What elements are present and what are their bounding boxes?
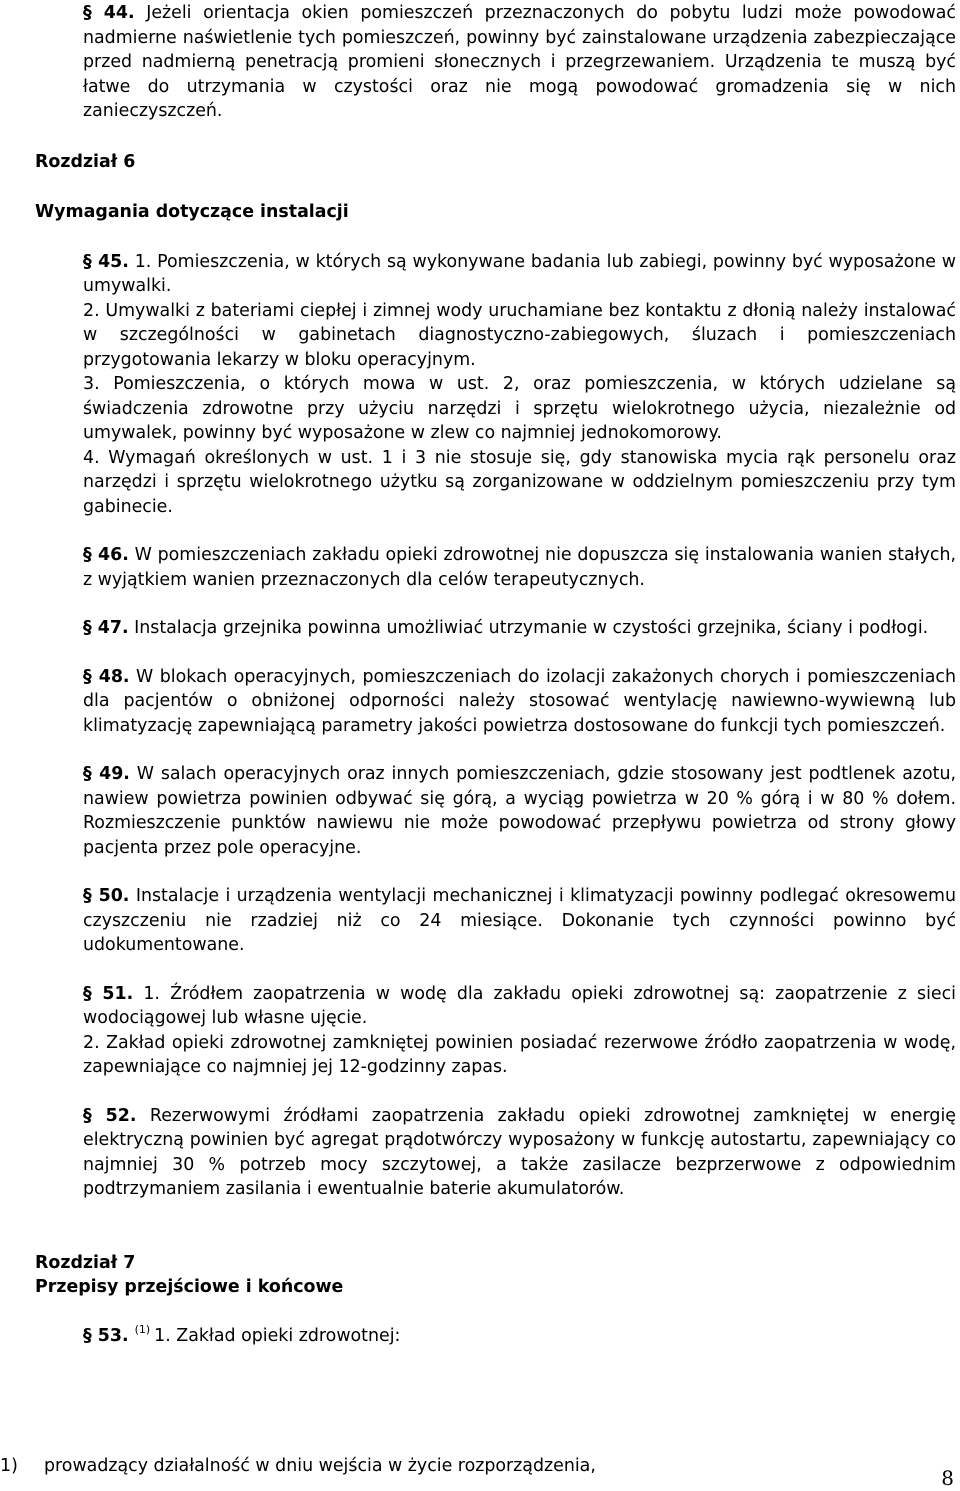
chapter-6-title: Wymagania dotyczące instalacji <box>35 202 349 222</box>
section-number: § 50. <box>83 886 130 906</box>
list-item-number: 1) <box>0 1456 18 1476</box>
section-number: § 52. <box>83 1105 137 1126</box>
paragraph-49: § 49. W salach operacyjnych oraz innych pomieszczeniach, gdzie stosowany jest podtlenek azotu, nawiew powietrza powinien odbywać się górą, a wyciąg powietrza w 20 % górą i w 80 % dołem. Rozmieszczenie punktów nawiewu nie może powodować przepływu powietrza od strony głowy pacjenta przez pole operacyjne. <box>83 764 956 858</box>
paragraph-45-2: 2. Umywalki z bateriami ciepłej i zimnej wody uruchamiane bez kontaktu z dłonią należy instalować w szczególności w gabinetach diagnostyczno-zabiegowych, śluzach i pomieszczeniach przygotowania lekarzy w bloku operacyjnym. <box>83 300 956 370</box>
paragraph-47: § 47. Instalacja grzejnika powinna umożliwiać utrzymanie w czystości grzejnika, ściany i podłogi. <box>83 618 929 638</box>
section-number: § 46. <box>83 545 129 565</box>
paragraph-48: § 48. W blokach operacyjnych, pomieszczeniach do izolacji zakażonych chorych i pomieszczeniach dla pacjentów o obniżonej odporności należy stosować wentylację nawiewno-wywiewną lub klimatyzację zapewniającą parametry jakości powietrza dostosowane do funkcji tych pomieszczeń. <box>83 666 956 736</box>
page-number: 8 <box>941 1466 954 1490</box>
section-number: § 44. <box>83 3 135 23</box>
paragraph-45-3: 3. Pomieszczenia, o których mowa w ust. 2, oraz pomieszczenia, w których udzielane są świadczenia zdrowotne przy użyciu narzędzi i sprzętu wielokrotnego użycia, niezależnie od umywalek, powinny być wyposażone w zlew co najmniej jednokomorowy. <box>83 374 956 443</box>
section-number: § 48. <box>83 666 130 687</box>
chapter-6-number: Rozdział 6 <box>35 151 136 172</box>
paragraph-50: § 50. Instalacje i urządzenia wentylacji mechanicznej i klimatyzacji powinny podlegać okresowemu czyszczeniu nie rzadziej niż co 24 miesiące. Dokonanie tych czynności powinno być udokumentowane. <box>83 886 956 955</box>
paragraph-53: § 53. $^{(1)}$ 1. Zakład opieki zdrowotnej: <box>83 1322 401 1346</box>
paragraph-51-1: § 51. 1. Źródłem zaopatrzenia w wodę dla zakładu opieki zdrowotnej są: zaopatrzenie z sieci wodociągowej lub własne ujęcie. <box>83 983 956 1028</box>
paragraph-44: § 44. Jeżeli orientacja okien pomieszczeń przeznaczonych do pobytu ludzi może powodować nadmierne naświetlenie tych pomieszczeń, powinny być zainstalowane urządzenia zabezpieczające przed nadmierną penetracją promieni słonecznych i przegrzewaniem. Urządzenia te muszą być łatwe do utrzymania w czystości oraz nie mogą powodować gromadzenia się w nich zanieczyszczeń. <box>83 3 956 121</box>
footnote-ref: (1) <box>134 1322 151 1336</box>
section-number: § 51. <box>83 983 134 1004</box>
chapter-7-title: Przepisy przejściowe i końcowe <box>35 1277 344 1297</box>
chapter-7-number: Rozdział 7 <box>35 1252 136 1273</box>
paragraph-46: § 46. W pomieszczeniach zakładu opieki zdrowotnej nie dopuszcza się instalowania wanien stałych, z wyjątkiem wanien przeznaczonych dla celów terapeutycznych. <box>83 545 957 590</box>
list-item-text: prowadzący działalność w dniu wejścia w życie rozporządzenia, <box>44 1456 596 1476</box>
section-number: § 53. <box>83 1325 129 1346</box>
section-number: § 45. <box>83 251 129 272</box>
paragraph-51-2: 2. Zakład opieki zdrowotnej zamkniętej powinien posiadać rezerwowe źródło zaopatrzenia w wodę, zapewniające co najmniej jej 12-godzinny zapas. <box>83 1032 956 1077</box>
list-item <box>0 1454 596 1479</box>
paragraph-45-4: 4. Wymagań określonych w ust. 1 i 3 nie stosuje się, gdy stanowiska mycia rąk personelu oraz narzędzi i sprzętu wielokrotnego użytku są zorganizowane w oddzielnym pomieszczeniu przy tym gabinecie. <box>83 447 956 517</box>
section-number: § 49. <box>83 764 130 784</box>
document-body <box>35 0 956 1348</box>
section-number: § 47. <box>83 618 129 638</box>
paragraph-52: § 52. Rezerwowymi źródłami zaopatrzenia zakładu opieki zdrowotnej zamkniętej w energię elektryczną powinien być agregat prądotwórczy wyposażony w funkcję autostartu, zapewniający co najmniej 30 % potrzeb mocy szczytowej, a także zasilacze bezprzerwowe z odpowiednim podtrzymaniem zasilania i ewentualnie baterie akumulatorów. <box>83 1105 956 1199</box>
paragraph-45-1: § 45. 1. Pomieszczenia, w których są wykonywane badania lub zabiegi, powinny być wyposażone w umywalki. <box>83 251 956 296</box>
